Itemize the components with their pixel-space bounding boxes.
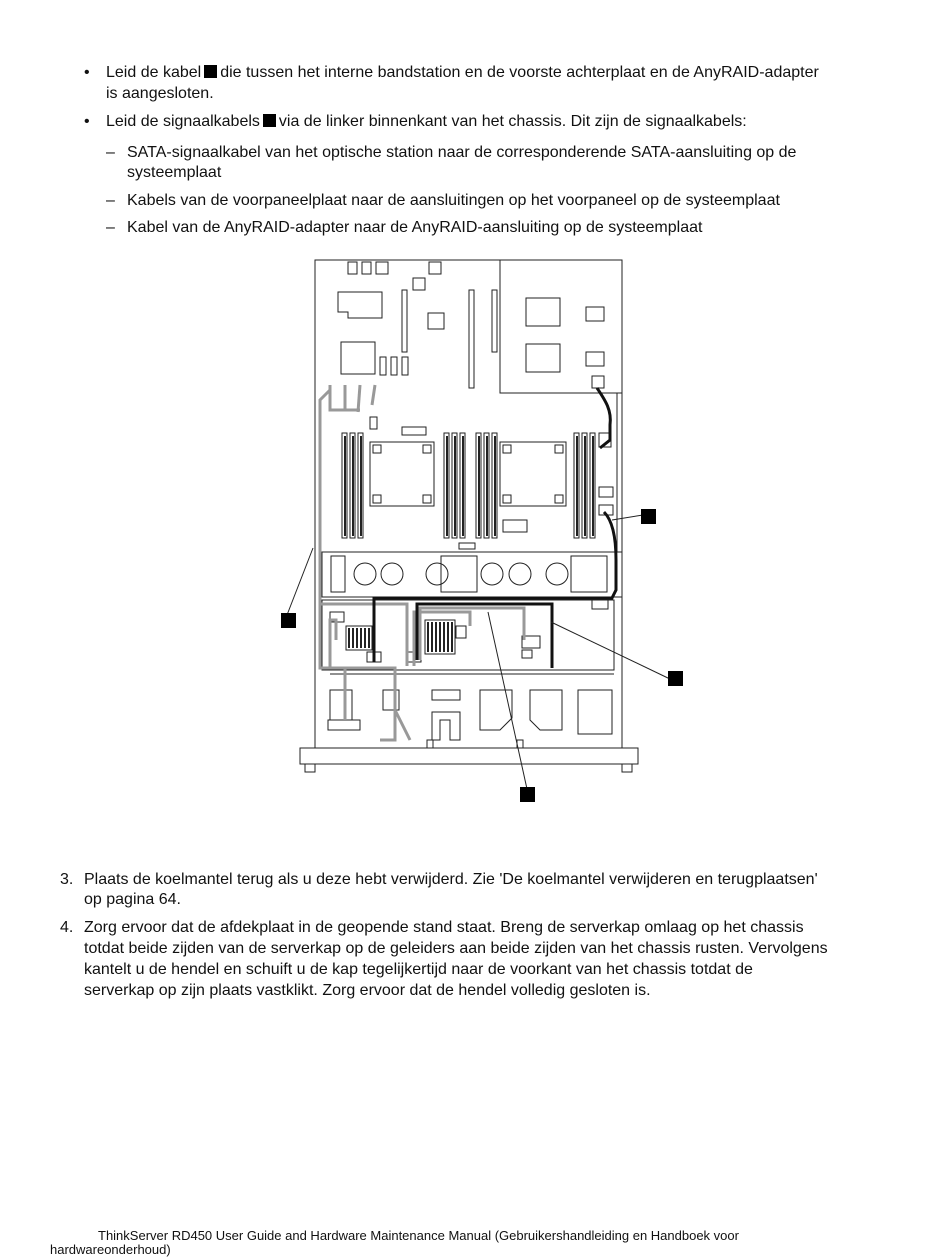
step-4-line-2: totdat beide zijden van de serverkap op de geleiders aan beide zijden van het chassis rusten. Vervolgens xyxy=(84,940,828,957)
adapter-area xyxy=(500,260,622,393)
signal-cables xyxy=(320,385,524,740)
dash-marker: – xyxy=(106,219,115,236)
step-number: 4. xyxy=(60,919,74,936)
step-number: 3. xyxy=(60,871,74,888)
callout-square-right-bottom xyxy=(668,671,683,686)
step-4-line-4: serverkap op zijn plaats vastklikt. Zorg ervoor dat de hendel volledig gesloten is. xyxy=(84,982,651,999)
bullet-1-suffix: die tussen het interne bandstation en de voorste achterplaat en de AnyRAID-adapter xyxy=(220,64,819,81)
subitem-2-line-1: Kabels van de voorpaneelplaat naar de aansluitingen op het voorpaneel op de systeemplaat xyxy=(127,192,780,209)
subitem-1-line-2: systeemplaat xyxy=(127,164,222,181)
bullet-dot: • xyxy=(84,64,90,81)
callout-square-bottom xyxy=(520,787,535,802)
step-3-line-1: Plaats de koelmantel terug als u deze hebt verwijderd. Zie 'De koelmantel verwijderen en terugplaatsen' xyxy=(84,871,818,888)
dash-marker: – xyxy=(106,144,115,161)
step-3-line-2: op pagina 64. xyxy=(84,891,181,908)
step-4-line-1: Zorg ervoor dat de afdekplaat in de geopende stand staat. Breng de serverkap omlaag op het chassis xyxy=(84,919,804,936)
footer-line-1: ThinkServer RD450 User Guide and Hardware Maintenance Manual (Gebruikershandleiding en Handboek voor xyxy=(98,1228,739,1243)
dimm-slots-middle xyxy=(444,433,497,538)
bullet-2-prefix: Leid de signaalkabels xyxy=(106,113,260,130)
fan-bay xyxy=(322,552,622,597)
callout-square-left xyxy=(281,613,296,628)
dash-marker: – xyxy=(106,192,115,209)
bullet-dot: • xyxy=(84,113,90,130)
front-bezel xyxy=(300,748,638,764)
subitem-1-line-1: SATA-signaalkabel van het optische station naar de corresponderende SATA-aansluiting op de xyxy=(127,144,797,161)
step-4-line-3: kantelt u de hendel en schuift u de kap tegelijkertijd naar de voorkant van het chassis totdat de xyxy=(84,961,753,978)
bullet-1-line-2: is aangesloten. xyxy=(106,85,214,102)
callout-markers xyxy=(281,509,683,802)
bullet-2-suffix: via de linker binnenkant van het chassis. Dit zijn de signaalkabels: xyxy=(278,113,747,130)
footer-line-2: hardwareonderhoud) xyxy=(50,1242,171,1257)
bullet-1-prefix: Leid de kabel xyxy=(106,64,202,81)
subitem-3-line-1: Kabel van de AnyRAID-adapter naar de AnyRAID-aansluiting op de systeemplaat xyxy=(127,219,703,236)
callout-square-right-top xyxy=(641,509,656,524)
cpu-socket-2 xyxy=(500,442,566,506)
cpu-socket-1 xyxy=(370,442,434,506)
